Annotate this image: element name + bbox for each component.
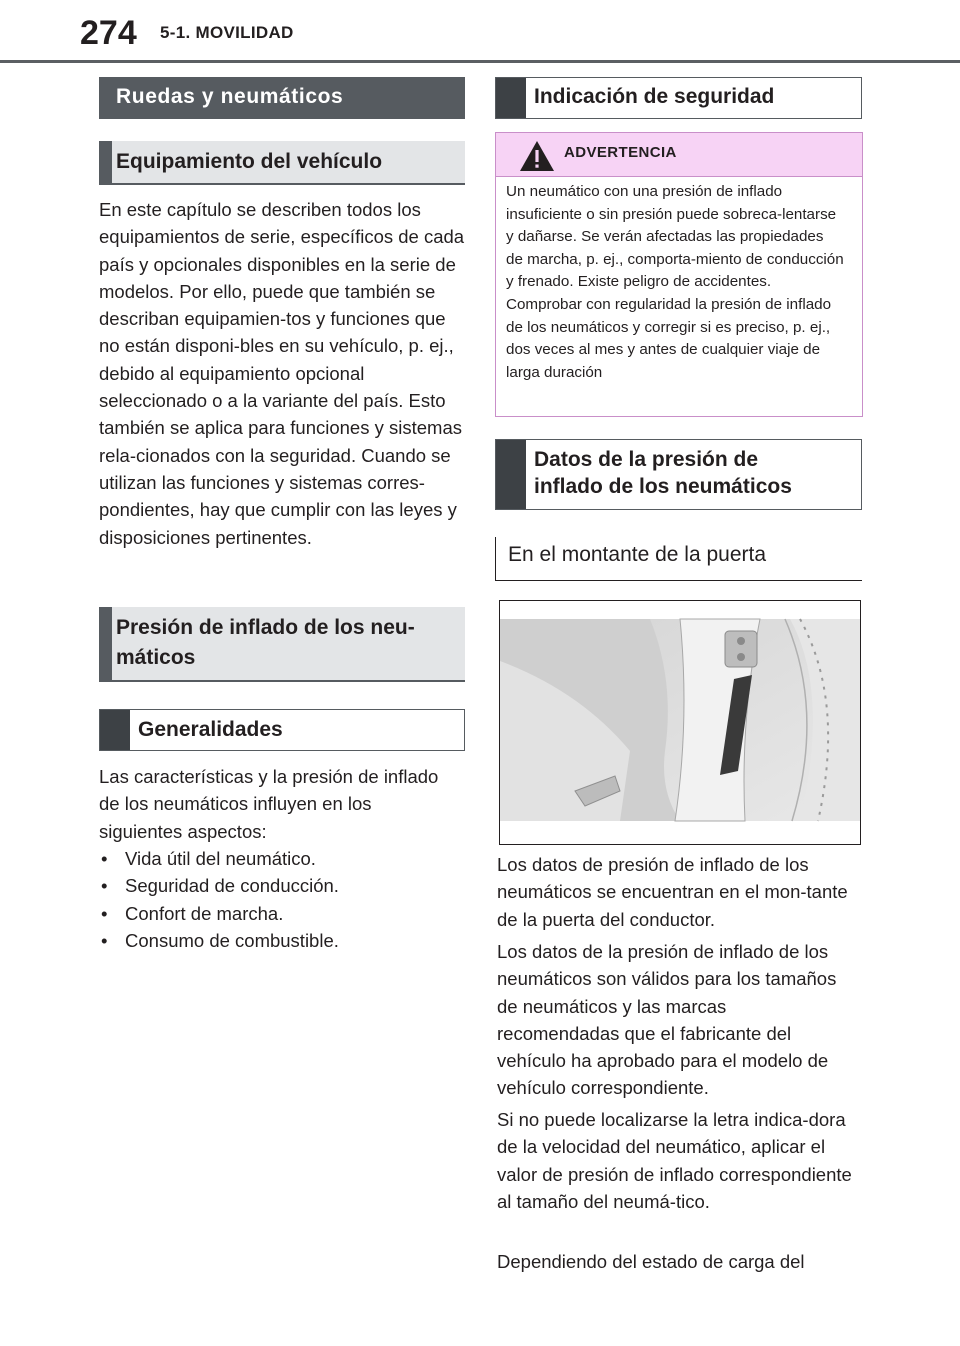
section-heading-text: Ruedas y neumáticos (116, 85, 344, 108)
aspects-list (99, 845, 459, 954)
door-pillar-image (500, 601, 860, 844)
warning-text: Un neumático con una presión de inflado insuficiente o sin presión puede sobreca-lentarse y dañarse. Se verán afectadas las propiedades de marcha, p. ej., comporta-miento de conducción y frenado. Existe peligro de accidentes. Comprobar con regularidad la presión de inflado de los neumáticos y corregir si es preciso, p. ej., dos veces al mes y antes de cualquier viaje de larga duración (506, 183, 844, 381)
paragraph-generalidades: Las características y la presión de inflado de los neumáticos influyen en los siguientes aspectos: (99, 766, 439, 842)
list-item: • Consumo de combustible. (99, 927, 459, 954)
page-number: 274 (80, 14, 137, 52)
paragraph-ubicacion: Los datos de presión de inflado de los neumáticos se encuentran en el mon-tante de la puerta del conductor. (497, 854, 848, 930)
subheading-generalidades (99, 709, 465, 751)
subheading-datos-line2: inflado de los neumáticos (534, 475, 792, 498)
subheading-seguridad (495, 77, 862, 119)
paragraph-estado-carga: Dependiendo del estado de carga del (497, 1251, 805, 1272)
subheading-equipamiento-text: Equipamiento del vehículo (116, 150, 383, 173)
subheading-generalidades-text: Generalidades (138, 718, 283, 741)
door-pillar-heading (495, 537, 862, 581)
list-item: • Vida útil del neumático. (99, 845, 459, 872)
warning-label: ADVERTENCIA (564, 144, 677, 161)
subheading-presion-line2: máticos (116, 646, 196, 669)
door-pillar-illustration (499, 600, 861, 845)
section-heading (99, 77, 465, 119)
warning-box (495, 132, 863, 417)
header-rule (0, 60, 960, 63)
list-item: • Confort de marcha. (99, 900, 459, 927)
warning-triangle-icon (519, 140, 555, 172)
subheading-presion (99, 607, 465, 682)
subheading-datos (495, 439, 862, 510)
paragraph-validez: Los datos de la presión de inflado de los neumáticos son válidos para los tamaños de neumáticos y las marcas recomendadas que el fabricante del vehículo ha aprobado para el modelo de vehículo correspondiente. (497, 941, 837, 1099)
subheading-seguridad-text: Indicación de seguridad (534, 85, 775, 108)
subheading-presion-line1: Presión de inflado de los neu- (116, 616, 415, 639)
paragraph-indicador-velocidad: Si no puede localizarse la letra indica-dora de la velocidad del neumático, aplicar el valor de presión de inflado correspondiente al tamaño del neumá-tico. (497, 1109, 852, 1212)
list-item: • Seguridad de conducción. (99, 872, 459, 899)
warning-header (496, 133, 862, 177)
subheading-datos-line1: Datos de la presión de (534, 448, 759, 471)
paragraph-equipamiento: En este capítulo se describen todos los equipamientos de serie, específicos de cada país y opcionales disponibles en la serie de modelos. Por ello, puede que también se describan equipamien-tos y funciones que no están disponi-bles en su vehículo, p. ej., debido al equipamiento opcional seleccionado o a la variante del país. Esto también se aplica para funciones y sistemas rela-cionados con la seguridad. Cuando se utilizan las funciones y sistemas corres-pondientes, hay que cumplir con las leyes y disposiciones pertinentes. (99, 199, 465, 548)
chapter-title: 5-1. MOVILIDAD (160, 23, 294, 42)
subheading-equipamiento (99, 141, 465, 185)
door-pillar-heading-text: En el montante de la puerta (508, 543, 767, 566)
